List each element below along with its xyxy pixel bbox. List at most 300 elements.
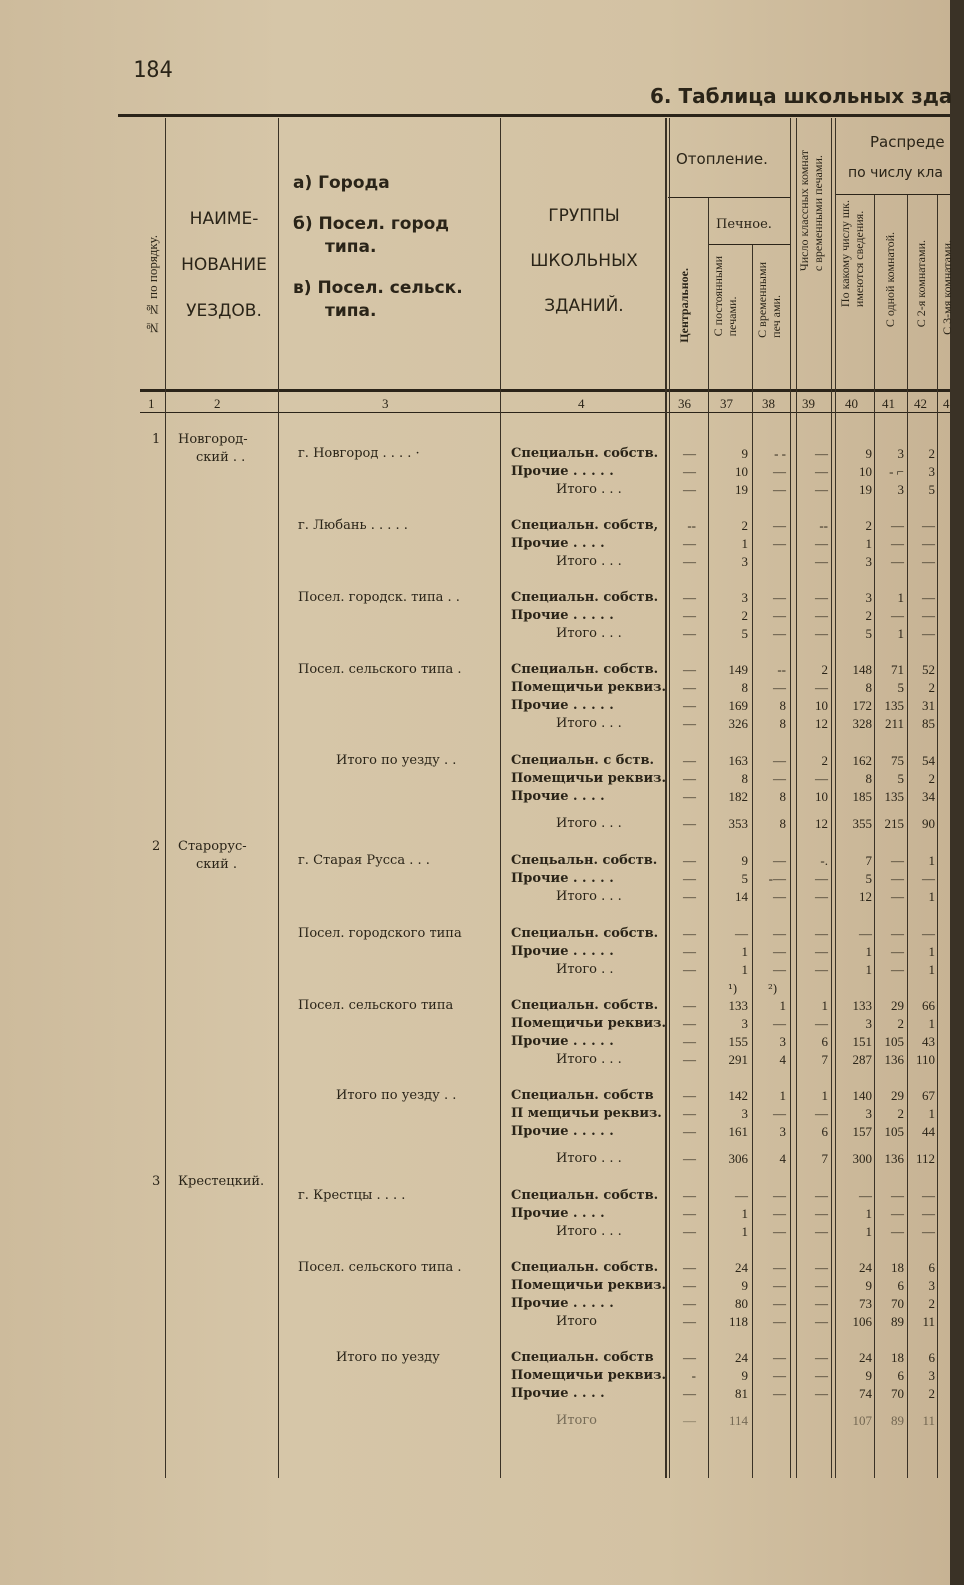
cell-value: 135	[884, 698, 904, 713]
cell-value: 1	[865, 1224, 872, 1239]
cell-value: --	[687, 518, 696, 533]
cell-value: 3	[741, 1106, 748, 1121]
cell-value: 3	[928, 1368, 935, 1383]
top-rule	[118, 114, 950, 117]
cell-value: —	[922, 1188, 935, 1203]
cell-value: 140	[852, 1088, 872, 1103]
cell-value: —	[683, 944, 696, 959]
header-two-rooms: С 2-я комнатами.	[914, 240, 928, 328]
cell-value: 3	[897, 482, 904, 497]
cell-value: —	[683, 1413, 696, 1428]
col-number: 37	[720, 396, 733, 411]
cell-value: 44	[922, 1124, 935, 1139]
cell-value: —	[815, 482, 828, 497]
cell-value: —	[773, 1368, 786, 1383]
group-total: Итого . .	[556, 962, 614, 977]
heating-rule	[668, 197, 790, 198]
header-place-col: а) Города б) Посел. город типа. в) Посел. сельск. типа.	[293, 173, 463, 321]
header-stove: Печное.	[716, 217, 772, 232]
cell-value: —	[773, 1350, 786, 1365]
group-total: Итого . . .	[556, 889, 622, 904]
place-name: Итого по уезду . .	[336, 1088, 457, 1103]
cell-value: 2	[928, 1386, 935, 1401]
cell-value: 70	[891, 1296, 904, 1311]
header-rule	[140, 389, 950, 392]
group-name: Специальн. собств.	[511, 662, 659, 677]
footnote-marker: ²)	[768, 982, 778, 996]
place-name: Посел. сельского типа	[298, 998, 454, 1013]
col-number: 41	[882, 396, 895, 411]
cell-value: 29	[891, 1088, 904, 1103]
cell-value: 136	[884, 1052, 904, 1067]
cell-value: —	[815, 1106, 828, 1121]
cell-value: —	[891, 536, 904, 551]
group-name: Прочие . . . . .	[511, 1296, 614, 1311]
cell-value: —	[683, 482, 696, 497]
group-total: Итого . . .	[556, 554, 622, 569]
group-name: Помещичьи реквиз.	[511, 680, 666, 695]
cell-value: —	[683, 446, 696, 461]
row-number: 3	[152, 1174, 161, 1189]
cell-value: —	[859, 1188, 872, 1203]
cell-value: —	[683, 1296, 696, 1311]
col-number: 1	[148, 396, 155, 411]
cell-value: 31	[922, 698, 935, 713]
cell-value: —	[815, 464, 828, 479]
cell-value: —	[773, 1106, 786, 1121]
cell-value: —	[773, 464, 786, 479]
cell-value: 2	[821, 662, 828, 677]
cell-value: —	[815, 554, 828, 569]
cell-value: 5	[897, 680, 904, 695]
cell-value: 43	[922, 1034, 935, 1049]
cell-value: 162	[852, 753, 872, 768]
col-number: 4	[578, 396, 585, 411]
cell-value: 8	[865, 771, 872, 786]
cell-value: 9	[741, 1368, 748, 1383]
cell-value: 1	[741, 944, 748, 959]
cell-value: —	[773, 482, 786, 497]
cell-value: 1	[865, 962, 872, 977]
cell-value: - -	[774, 446, 786, 461]
cell-value: 1	[741, 962, 748, 977]
group-total: Итого	[556, 1413, 597, 1428]
cell-value: 5	[865, 626, 872, 641]
group-name: Специальн. собств.	[511, 446, 659, 461]
cell-value: —	[683, 1151, 696, 1166]
cell-value: 105	[884, 1034, 904, 1049]
cell-value: 8	[779, 716, 786, 731]
cell-value: 5	[928, 482, 935, 497]
group-name: Прочие . . . . .	[511, 698, 614, 713]
cell-value: 3	[779, 1034, 786, 1049]
cell-value: —	[683, 816, 696, 831]
cell-value: 14	[735, 889, 748, 904]
col-rule	[937, 195, 938, 1478]
cell-value: —	[815, 1386, 828, 1401]
cell-value: —	[773, 518, 786, 533]
cell-value: 6	[928, 1260, 935, 1275]
cell-value: 2	[897, 1106, 904, 1121]
group-name: Прочие . . . . .	[511, 944, 614, 959]
group-name: Специальн. собств	[511, 1088, 654, 1103]
cell-value: 10	[735, 464, 748, 479]
colnum-rule	[140, 412, 950, 413]
cell-value: 9	[865, 446, 872, 461]
cell-value: -—	[768, 871, 786, 886]
cell-value: 185	[852, 789, 872, 804]
group-total: Итого . . .	[556, 716, 622, 731]
cell-value: 148	[852, 662, 872, 677]
cell-value: —	[735, 926, 748, 941]
cell-value: —	[683, 1386, 696, 1401]
cell-value: 4	[779, 1151, 786, 1166]
cell-value: 353	[728, 816, 748, 831]
cell-value: 155	[728, 1034, 748, 1049]
cell-value: 10	[815, 698, 828, 713]
cell-value: 71	[891, 662, 904, 677]
page-edge	[950, 0, 964, 1585]
group-name: Специальн. собств.	[511, 1188, 659, 1203]
header-rooms-temp: Число классных комнат с временными печами.	[797, 150, 825, 272]
group-total: Итого . . .	[556, 626, 622, 641]
cell-value: 1	[897, 590, 904, 605]
cell-value: —	[683, 889, 696, 904]
cell-value: 24	[859, 1260, 872, 1275]
cell-value: —	[683, 962, 696, 977]
cell-value: 136	[884, 1151, 904, 1166]
cell-value: —	[891, 926, 904, 941]
cell-value: 211	[884, 716, 904, 731]
cell-value: 3	[779, 1124, 786, 1139]
cell-value: —	[815, 889, 828, 904]
cell-value: 4	[779, 1052, 786, 1067]
col-number: 36	[678, 396, 691, 411]
cell-value: 9	[865, 1278, 872, 1293]
cell-value: 1	[741, 536, 748, 551]
group-name: Помещичьи реквиз.	[511, 1368, 666, 1383]
place-name: Итого по уезду	[336, 1350, 440, 1365]
cell-value: 142	[728, 1088, 748, 1103]
cell-value: 9	[865, 1368, 872, 1383]
col-rule	[165, 118, 166, 1478]
cell-value: —	[773, 889, 786, 904]
group-total: Итого . . .	[556, 816, 622, 831]
group-name: Помещичьи реквиз.	[511, 1016, 666, 1031]
cell-value: 1	[741, 1206, 748, 1221]
cell-value: 161	[728, 1124, 748, 1139]
cell-value: —	[773, 1386, 786, 1401]
col-number: 40	[845, 396, 858, 411]
group-name: Специальн. с бств.	[511, 753, 654, 768]
cell-value: —	[683, 1206, 696, 1221]
cell-value: —	[891, 518, 904, 533]
cell-value: —	[891, 1188, 904, 1203]
cell-value: 291	[728, 1052, 748, 1067]
cell-value: —	[683, 1278, 696, 1293]
cell-value: 1	[821, 998, 828, 1013]
cell-value: —	[773, 536, 786, 551]
cell-value: 151	[852, 1034, 872, 1049]
cell-value: —	[815, 446, 828, 461]
col-rule	[500, 118, 501, 1478]
cell-value: 169	[728, 698, 748, 713]
header-distribution: Распреде	[870, 133, 945, 151]
cell-value: 85	[922, 716, 935, 731]
cell-value: 8	[741, 771, 748, 786]
cell-value: —	[815, 1260, 828, 1275]
cell-value: -.	[820, 853, 828, 868]
cell-value: 73	[859, 1296, 872, 1311]
cell-value: —	[773, 1016, 786, 1031]
cell-value: 10	[859, 464, 872, 479]
cell-value: —	[922, 926, 935, 941]
cell-value: 2	[897, 1016, 904, 1031]
header-three-rooms: С 3-мя комнатами.	[940, 240, 954, 335]
cell-value: —	[922, 590, 935, 605]
cell-value: 2	[741, 608, 748, 623]
cell-value: 8	[865, 680, 872, 695]
cell-value: 328	[852, 716, 872, 731]
cell-value: —	[683, 753, 696, 768]
group-name: Специальн. собств.	[511, 1260, 659, 1275]
col-number: 2	[214, 396, 221, 411]
place-name: г. Крестцы . . . .	[298, 1188, 406, 1203]
group-name: Спецьальн. собств.	[511, 853, 658, 868]
cell-value: —	[683, 1052, 696, 1067]
cell-value: 3	[865, 1106, 872, 1121]
col-number: 42	[914, 396, 927, 411]
cell-value: 1	[865, 536, 872, 551]
cell-value: 1	[928, 1016, 935, 1031]
cell-value: 52	[922, 662, 935, 677]
cell-value: —	[815, 871, 828, 886]
cell-value: —	[773, 1188, 786, 1203]
cell-value: 1	[928, 853, 935, 868]
cell-value: —	[815, 944, 828, 959]
header-permanent: С постоянными печами.	[711, 256, 739, 337]
cell-value: —	[922, 536, 935, 551]
cell-value: 8	[779, 698, 786, 713]
uezd-name: ский . .	[196, 450, 246, 465]
cell-value: 6	[821, 1034, 828, 1049]
col-rule	[278, 118, 279, 1478]
cell-value: —	[683, 662, 696, 677]
cell-value: —	[891, 1206, 904, 1221]
cell-value: 110	[915, 1052, 935, 1067]
cell-value: —	[773, 771, 786, 786]
cell-value: 29	[891, 998, 904, 1013]
header-info-count: По какому числу шк. имеются сведения.	[838, 200, 866, 308]
group-total: Итого . . .	[556, 1151, 622, 1166]
cell-value: 2	[821, 753, 828, 768]
group-name: Специальн. собств.	[511, 926, 659, 941]
group-name: Прочие . . . . .	[511, 1124, 614, 1139]
header-one-room: С одной комнатой.	[883, 232, 897, 328]
cell-value: —	[859, 926, 872, 941]
cell-value: —	[735, 1188, 748, 1203]
row-number: 1	[152, 432, 161, 447]
cell-value: 133	[852, 998, 872, 1013]
cell-value: —	[683, 871, 696, 886]
cell-value: —	[773, 1260, 786, 1275]
group-name: Прочие . . . .	[511, 536, 605, 551]
cell-value: 90	[922, 816, 935, 831]
cell-value: 6	[821, 1124, 828, 1139]
place-name: г. Старая Русса . . .	[298, 853, 430, 868]
cell-value: 81	[735, 1386, 748, 1401]
cell-value: 12	[815, 816, 828, 831]
cell-value: 67	[922, 1088, 935, 1103]
cell-value: - ⌐	[889, 464, 904, 479]
cell-value: —	[773, 680, 786, 695]
cell-value: —	[815, 1296, 828, 1311]
cell-value: 7	[865, 853, 872, 868]
header-heating: Отопление.	[676, 150, 768, 168]
cell-value: 3	[928, 1278, 935, 1293]
cell-value: —	[683, 1124, 696, 1139]
cell-value: 112	[915, 1151, 935, 1166]
cell-value: 66	[922, 998, 935, 1013]
place-name: Посел. городского типа	[298, 926, 462, 941]
cell-value: 2	[928, 1296, 935, 1311]
cell-value: 3	[897, 446, 904, 461]
place-name: Посел. сельского типа .	[298, 662, 462, 677]
cell-value: 8	[779, 816, 786, 831]
cell-value: —	[683, 926, 696, 941]
cell-value: 89	[891, 1413, 904, 1428]
cell-value: 2	[928, 446, 935, 461]
group-name: Специальн. собств.	[511, 998, 659, 1013]
cell-value: —	[773, 926, 786, 941]
cell-value: —	[891, 608, 904, 623]
cell-value: —	[922, 871, 935, 886]
group-name: Помещичьи реквиз.	[511, 771, 666, 786]
uezd-name: Новгород-	[178, 432, 248, 447]
cell-value: 118	[728, 1314, 748, 1329]
cell-value: —	[683, 1314, 696, 1329]
cell-value: 5	[741, 626, 748, 641]
cell-value: —	[683, 680, 696, 695]
cell-value: —	[815, 1188, 828, 1203]
cell-value: —	[683, 789, 696, 804]
cell-value: 114	[728, 1413, 748, 1428]
cell-value: 19	[735, 482, 748, 497]
cell-value: 3	[741, 1016, 748, 1031]
cell-value: —	[683, 853, 696, 868]
cell-value: —	[891, 962, 904, 977]
cell-value: 163	[728, 753, 748, 768]
group-total: Итого . . .	[556, 1224, 622, 1239]
cell-value: 5	[897, 771, 904, 786]
cell-value: 2	[865, 608, 872, 623]
cell-value: 9	[741, 1278, 748, 1293]
cell-value: —	[922, 554, 935, 569]
cell-value: —	[815, 1016, 828, 1031]
header-uezd-col: НАИМЕ- НОВАНИЕ УЕЗДОВ.	[181, 209, 267, 321]
cell-value: —	[773, 944, 786, 959]
cell-value: 287	[852, 1052, 872, 1067]
group-total: Итого . . .	[556, 482, 622, 497]
cell-value: 3	[865, 554, 872, 569]
cell-value: —	[683, 998, 696, 1013]
cell-value: —	[773, 608, 786, 623]
cell-value: —	[891, 853, 904, 868]
cell-value: 12	[815, 716, 828, 731]
place-name: Посел. сельского типа .	[298, 1260, 462, 1275]
cell-value: 7	[821, 1052, 828, 1067]
cell-value: 105	[884, 1124, 904, 1139]
col-number: 39	[802, 396, 815, 411]
cell-value: 89	[891, 1314, 904, 1329]
group-name: Прочие . . . . .	[511, 464, 614, 479]
cell-value: —	[683, 1016, 696, 1031]
cell-value: 8	[779, 789, 786, 804]
cell-value: 2	[928, 771, 935, 786]
header-by-number: по числу кла	[848, 165, 943, 181]
cell-value: —	[815, 590, 828, 605]
cell-value: 135	[884, 789, 904, 804]
col-number: 3	[382, 396, 389, 411]
row-number: 2	[152, 839, 161, 854]
cell-value: —	[815, 680, 828, 695]
cell-value: —	[683, 536, 696, 551]
cell-value: 326	[728, 716, 748, 731]
footnote-marker: ¹)	[728, 982, 738, 996]
cell-value: 8	[741, 680, 748, 695]
place-name: г. Новгород . . . . ·	[298, 446, 420, 461]
cell-value: —	[773, 590, 786, 605]
cell-value: 3	[741, 554, 748, 569]
cell-value: —	[683, 1260, 696, 1275]
uezd-name: Крестецкий.	[178, 1174, 265, 1189]
cell-value: —	[773, 1224, 786, 1239]
cell-value: 75	[891, 753, 904, 768]
group-name: Прочие . . . . .	[511, 608, 614, 623]
header-groups-col: ГРУППЫ ШКОЛЬНЫХ ЗДАНИЙ.	[530, 206, 638, 316]
header-central: Центральное.	[677, 268, 691, 343]
cell-value: 3	[865, 1016, 872, 1031]
cell-value: —	[683, 1034, 696, 1049]
cell-value: 24	[735, 1260, 748, 1275]
cell-value: —	[683, 1350, 696, 1365]
page-number: 184	[133, 58, 173, 83]
cell-value: 1	[779, 998, 786, 1013]
group-name: Прочие . . . .	[511, 1206, 605, 1221]
place-name: г. Любань . . . . .	[298, 518, 408, 533]
cell-value: —	[815, 1206, 828, 1221]
cell-value: —	[891, 554, 904, 569]
cell-value: 3	[741, 590, 748, 605]
cell-value: —	[683, 626, 696, 641]
cell-value: —	[683, 1088, 696, 1103]
cell-value: —	[683, 1106, 696, 1121]
cell-value: 1	[741, 1224, 748, 1239]
cell-value: —	[815, 1368, 828, 1383]
place-name: Итого по уезду . .	[336, 753, 457, 768]
cell-value: —	[683, 590, 696, 605]
group-name: Прочие . . . . .	[511, 1034, 614, 1049]
cell-value: 11	[922, 1314, 935, 1329]
cell-value: 74	[859, 1386, 872, 1401]
cell-value: —	[683, 1224, 696, 1239]
cell-value: 300	[852, 1151, 872, 1166]
group-total: Итого	[556, 1314, 597, 1329]
cell-value: 11	[922, 1413, 935, 1428]
cell-value: 6	[897, 1368, 904, 1383]
cell-value: 1	[928, 962, 935, 977]
place-name: Посел. городск. типа . .	[298, 590, 460, 605]
